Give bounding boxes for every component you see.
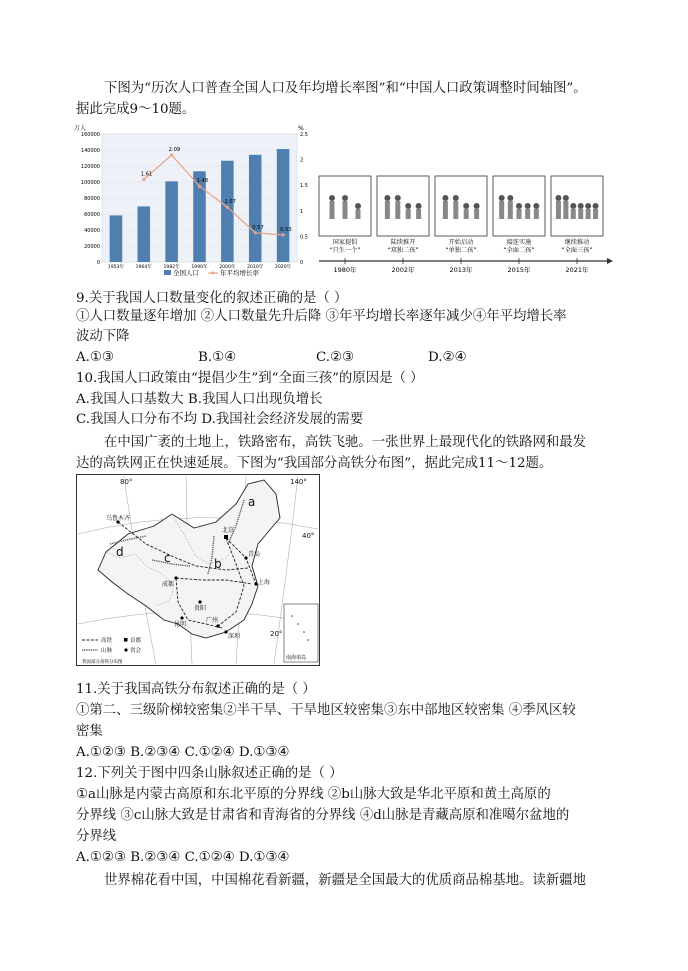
person-head-icon — [593, 203, 599, 209]
q10-options-ab[interactable]: A.我国人口基数大 B.我国人口出现负增长 — [76, 392, 323, 407]
intro-line-3: 在中国广袤的土地上，铁路密布，高铁飞驰。一张世界上最现代化的铁路网和最发 — [104, 435, 587, 450]
y-left-tick-label: 80000 — [84, 196, 100, 202]
person-body-icon — [534, 209, 539, 219]
y-right-tick-label: 0.5 — [300, 234, 308, 241]
timeline-caption-quote: “全面三孩” — [561, 247, 593, 254]
person-head-icon — [463, 203, 469, 209]
timeline-arrow-icon — [607, 258, 613, 264]
person-body-icon — [385, 201, 390, 219]
person-head-icon — [416, 203, 422, 209]
growth-rate-label: 1.48 — [196, 178, 209, 185]
kunming-label: 昆明 — [174, 621, 187, 628]
growth-rate-point — [254, 231, 257, 234]
y-right-tick-label: 2.5 — [300, 132, 308, 138]
person-body-icon — [443, 201, 448, 219]
beijing-label: 北京 — [222, 527, 235, 534]
y-right-tick-label: 1 — [300, 208, 304, 215]
urumqi-label: 乌鲁木齐 — [106, 515, 131, 522]
person-head-icon — [570, 203, 576, 209]
y-left-unit: 万人 — [74, 125, 87, 132]
q11-statements-2: 密集 — [76, 724, 103, 739]
label-b: b — [214, 557, 222, 571]
x-category-label: 2020年 — [274, 265, 292, 270]
person-head-icon — [442, 195, 448, 201]
q11-options[interactable]: A.①②③ B.②③④ C.①②④ D.①③④ — [76, 745, 290, 760]
guangzhou-label: 广州 — [206, 617, 219, 624]
person-head-icon — [516, 203, 522, 209]
person-body-icon — [593, 209, 598, 219]
population-bar — [138, 206, 151, 262]
q11-stem: 11.关于我国高铁分布叙述正确的是（ ） — [76, 682, 316, 697]
person-body-icon — [563, 201, 568, 219]
q11-statements-1: ①第二、三级阶梯较密集②半干旱、干旱地区较密集③东中部地区较密集 ④季风区较 — [76, 703, 576, 718]
q9-option-a[interactable]: A.①③ — [76, 350, 114, 365]
intro-line-1: 下图为“历次人口普查全国人口及年均增长率图”和“中国人口政策调整时间轴图”。 — [104, 81, 587, 96]
chengdu-marker — [174, 576, 177, 579]
legend-bar-label: 全国人口 — [173, 269, 199, 277]
population-bar — [110, 215, 123, 262]
growth-rate-point — [198, 185, 201, 188]
person-body-icon — [578, 209, 583, 219]
legend-capital-symbol — [124, 638, 128, 642]
intro-line-5: 世界棉花看中国，中国棉花看新疆，新疆是全国最大的优质商品棉基地。读新疆地 — [104, 873, 587, 888]
timeline-caption: 接连实施 — [506, 239, 532, 246]
legend-mountain-label: 山脉 — [101, 648, 113, 654]
person-head-icon — [555, 195, 561, 201]
legend-hsr-label: 高铁 — [101, 638, 113, 644]
chart-legend — [164, 268, 260, 277]
legend-capital-label: 首都 — [130, 638, 142, 644]
x-category-label: 1964年 — [135, 265, 152, 270]
q9-option-c[interactable]: C.②③ — [316, 350, 355, 365]
q12-statements-3: 分界线 — [76, 829, 117, 844]
y-right-tick-label: 0 — [300, 260, 304, 266]
q12-stem: 12.下列关于图中四条山脉叙述正确的是（ ） — [76, 766, 343, 781]
q9-option-b[interactable]: B.①④ — [198, 350, 237, 365]
person-body-icon — [395, 201, 400, 219]
person-head-icon — [395, 195, 401, 201]
x-category-label: 1990年 — [191, 265, 208, 270]
y-left-tick-label: 120000 — [80, 164, 100, 170]
label-a: a — [248, 495, 256, 509]
inset-label: 南海诸岛 — [286, 655, 307, 661]
person-head-icon — [507, 195, 513, 201]
x-category-label: 2000年 — [219, 265, 236, 270]
person-body-icon — [356, 209, 361, 219]
person-body-icon — [517, 209, 522, 219]
legend-line-marker — [212, 272, 215, 275]
legend-provcap-label: 省会 — [130, 648, 142, 654]
y-left-tick-label: 20000 — [84, 244, 100, 250]
person-head-icon — [384, 195, 390, 201]
shenzhen-label: 深圳 — [228, 633, 241, 640]
person-body-icon — [474, 209, 479, 219]
q9-option-d[interactable]: D.②④ — [428, 350, 467, 365]
guiyang-label: 贵阳 — [194, 605, 207, 612]
timeline-caption-quote: “全面二孩” — [503, 247, 535, 254]
timeline-caption: 开始启动 — [448, 239, 474, 246]
growth-rate-label: 2.09 — [168, 146, 181, 153]
person-body-icon — [416, 209, 421, 219]
x-category-label: 2010年 — [247, 265, 264, 270]
timeline-caption-quote: “只生一个” — [329, 247, 361, 254]
person-head-icon — [329, 195, 335, 201]
person-head-icon — [355, 203, 361, 209]
q12-statements-1: ①a山脉是内蒙古高原和东北平原的分界线 ②b山脉大致是华北平原和黄土高原的 — [76, 787, 551, 802]
person-body-icon — [586, 209, 591, 219]
y-left-tick-label: 60000 — [84, 212, 100, 218]
timeline-year: 2013年 — [449, 266, 473, 274]
label-c: c — [164, 551, 171, 565]
q9-statements-2: 波动下降 — [76, 329, 130, 344]
y-left-tick-label: 160000 — [80, 132, 100, 138]
qingdao-label: 青岛 — [248, 551, 261, 558]
growth-rate-point — [281, 233, 284, 236]
person-head-icon — [453, 195, 459, 201]
growth-rate-point — [170, 153, 173, 156]
person-head-icon — [474, 203, 480, 209]
lon-140-label: 140° — [290, 478, 307, 486]
timeline-caption: 继续推动 — [564, 239, 590, 246]
q12-statements-2: 分界线 ③c山脉大致是甘肃省和青海省的分界线 ④d山脉是青藏高原和准噶尔盆地的 — [76, 808, 570, 823]
y-left-tick-label: 0 — [96, 260, 100, 266]
growth-rate-label: 0.53 — [280, 226, 292, 233]
timeline-year: 2021年 — [565, 266, 589, 274]
q9-stem: 9.关于我国人口数量变化的叙述正确的是（ ） — [76, 291, 348, 306]
person-body-icon — [464, 209, 469, 219]
person-body-icon — [525, 209, 530, 219]
person-head-icon — [525, 203, 531, 209]
legend-line-label: 年平均增长率 — [220, 269, 259, 277]
y-left-tick-label: 40000 — [84, 228, 100, 234]
timeline-caption: 国家提倡 — [332, 239, 358, 246]
timeline-caption: 陆续推开 — [390, 239, 416, 246]
intro-line-2: 据此完成9～10题。 — [76, 102, 196, 117]
hsr-map — [76, 474, 320, 666]
growth-rate-label: 0.57 — [252, 224, 264, 231]
person-head-icon — [342, 195, 348, 201]
timeline-caption-quote: “双独二孩” — [387, 247, 419, 254]
kunming-marker — [180, 616, 183, 619]
person-body-icon — [571, 209, 576, 219]
growth-rate-label: 1.61 — [140, 171, 153, 178]
policy-timeline — [315, 172, 615, 278]
person-head-icon — [499, 195, 505, 201]
person-body-icon — [508, 201, 513, 219]
legend-provcap-symbol — [124, 648, 127, 651]
person-body-icon — [330, 201, 335, 219]
q10-options-cd[interactable]: C.我国人口分布不均 D.我国社会经济发展的需要 — [76, 412, 364, 427]
population-bar — [165, 181, 178, 262]
growth-rate-label: 1.07 — [224, 199, 236, 206]
q9-statements-1: ①人口数量逐年增加 ②人口数量先升后降 ③年平均增长率逐年减少④年平均增长率 — [76, 309, 567, 324]
x-category-label: 1982年 — [163, 265, 180, 270]
person-head-icon — [578, 203, 584, 209]
y-left-tick-label: 140000 — [80, 148, 100, 154]
guangzhou-marker — [216, 624, 219, 627]
person-head-icon — [405, 203, 411, 209]
legend-bar-swatch — [164, 270, 171, 275]
person-head-icon — [585, 203, 591, 209]
person-body-icon — [406, 209, 411, 219]
x-category-label: 1953年 — [107, 265, 125, 270]
population-chart — [72, 122, 312, 284]
population-bar — [277, 149, 290, 262]
y-right-unit: % — [298, 125, 304, 132]
timeline-year: 2015年 — [507, 266, 531, 274]
map-caption: 我国部分高铁分布图 — [82, 660, 123, 665]
shanghai-label: 上海 — [258, 579, 271, 586]
timeline-caption-quote: “单独二孩” — [445, 247, 477, 254]
person-body-icon — [453, 201, 458, 219]
chengdu-label: 成都 — [162, 581, 175, 588]
growth-rate-point — [226, 206, 229, 209]
intro-line-4: 达的高铁网正在快速延展。下图为“我国部分高铁分布图”，据此完成11～12题。 — [76, 456, 553, 471]
growth-rate-point — [142, 178, 145, 181]
person-head-icon — [533, 203, 539, 209]
person-body-icon — [556, 201, 561, 219]
lat-40-label: 40° — [302, 532, 315, 540]
label-d: d — [116, 545, 124, 559]
lat-20-label: 20° — [270, 630, 283, 638]
person-body-icon — [499, 201, 504, 219]
y-right-tick-label: 1.5 — [300, 183, 308, 190]
population-bar — [249, 155, 262, 262]
y-right-tick-label: 2 — [300, 157, 304, 164]
lon-80-label: 80° — [120, 478, 133, 486]
timeline-year: 1980年 — [333, 266, 357, 274]
guiyang-marker — [198, 600, 201, 603]
capital-marker — [224, 535, 228, 539]
y-left-tick-label: 100000 — [80, 180, 100, 186]
q12-options[interactable]: A.①②③ B.②③④ C.①②④ D.①③④ — [76, 850, 290, 865]
person-body-icon — [343, 201, 348, 219]
person-head-icon — [563, 195, 569, 201]
south-china-sea-inset — [284, 604, 318, 662]
q10-stem: 10.我国人口政策由“提倡少生”到“全面三孩”的原因是（ ） — [76, 371, 424, 386]
q9-options — [76, 347, 616, 368]
timeline-year: 2002年 — [391, 266, 415, 274]
